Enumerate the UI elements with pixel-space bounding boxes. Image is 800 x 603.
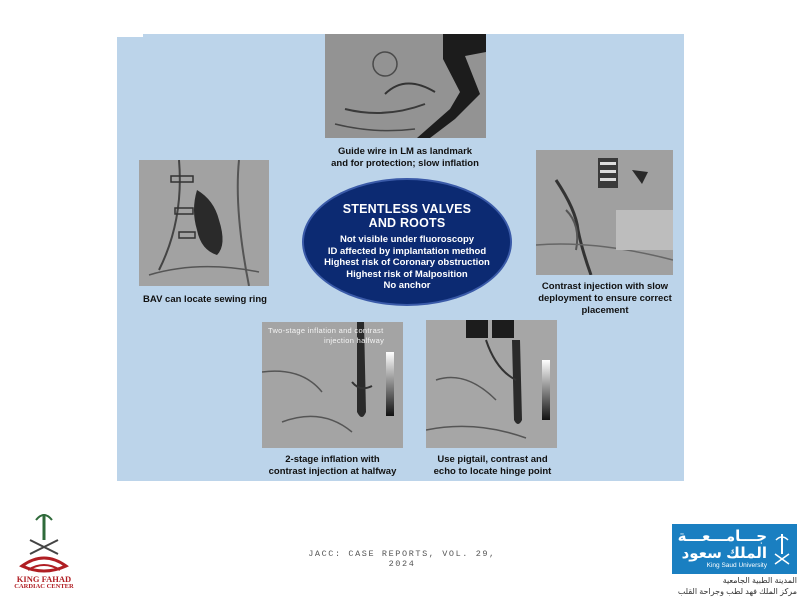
central-summary-ellipse xyxy=(302,178,512,306)
fluoroscopy-image-right xyxy=(536,150,673,275)
caption-bottom-right xyxy=(420,454,565,478)
fluoroscopy-image-left xyxy=(139,160,269,286)
caption-bottom-right-line-1: Use pigtail, contrast and xyxy=(437,454,548,465)
ksu-english-name: King Saud University xyxy=(706,562,767,569)
caption-bottom-left xyxy=(250,454,415,478)
caption-right-line-3: placement xyxy=(581,305,629,316)
fluoroscopy-image-bottom-right xyxy=(426,320,557,448)
center-line-3: Highest risk of Coronary obstruction xyxy=(324,257,490,268)
caption-right-line-2: deployment to ensure correct xyxy=(538,293,672,304)
fluoroscopy-image-bottom-left xyxy=(262,322,403,448)
center-line-4: Highest risk of Malposition xyxy=(346,268,468,280)
overlay-text-line-1: Two-stage inflation and contrast xyxy=(268,326,384,335)
center-line-5: No anchor xyxy=(383,280,431,291)
center-title-line-2: AND ROOTS xyxy=(368,216,446,230)
caption-bottom-left-line-2: contrast injection at halfway xyxy=(268,466,397,477)
caption-bottom-left-line-1: 2-stage inflation with xyxy=(285,454,380,465)
caption-right-line-1: Contrast injection with slow xyxy=(541,281,669,292)
center-line-2: ID affected by implantation method xyxy=(327,245,487,257)
caption-right xyxy=(525,281,685,317)
caption-top-line-2: and for protection; slow inflation xyxy=(331,158,479,169)
overlay-text-line-2: injection halfway xyxy=(324,336,385,345)
caption-bottom-right-line-2: echo to locate hinge point xyxy=(433,466,552,477)
ksu-arabic-line-2: الملك سعود xyxy=(681,545,767,562)
ksu-arabic-name xyxy=(678,528,767,562)
caption-left-line-1: BAV can locate sewing ring xyxy=(143,294,267,305)
ksu-emblem-icon xyxy=(771,532,793,566)
center-line-1: Not visible under fluoroscopy xyxy=(339,234,475,245)
kfcc-line-1: KING FAHAD xyxy=(16,574,72,584)
journal-citation: JACC: CASE REPORTS, VOL. 29, 2024 xyxy=(308,549,496,569)
kfcc-line-2: CARDIAC CENTER xyxy=(14,583,74,590)
ksu-subtitle xyxy=(672,575,797,597)
kfcc-logo-text xyxy=(4,575,84,591)
fluoroscopy-image-top xyxy=(325,34,486,138)
center-title-line-1: STENTLESS VALVES xyxy=(342,202,472,216)
caption-top xyxy=(300,146,510,170)
ksu-sub-line-2: مركز الملك فهد لطب وجراحة القلب xyxy=(677,587,797,596)
caption-top-line-1: Guide wire in LM as landmark xyxy=(337,146,473,157)
ksu-sub-line-1: المدينة الطبية الجامعية xyxy=(722,576,797,585)
ksu-logo xyxy=(672,524,797,574)
caption-left xyxy=(130,294,280,306)
panel-notch xyxy=(117,34,143,37)
ksu-arabic-line-1: جـــامـــعـــة xyxy=(677,528,767,545)
